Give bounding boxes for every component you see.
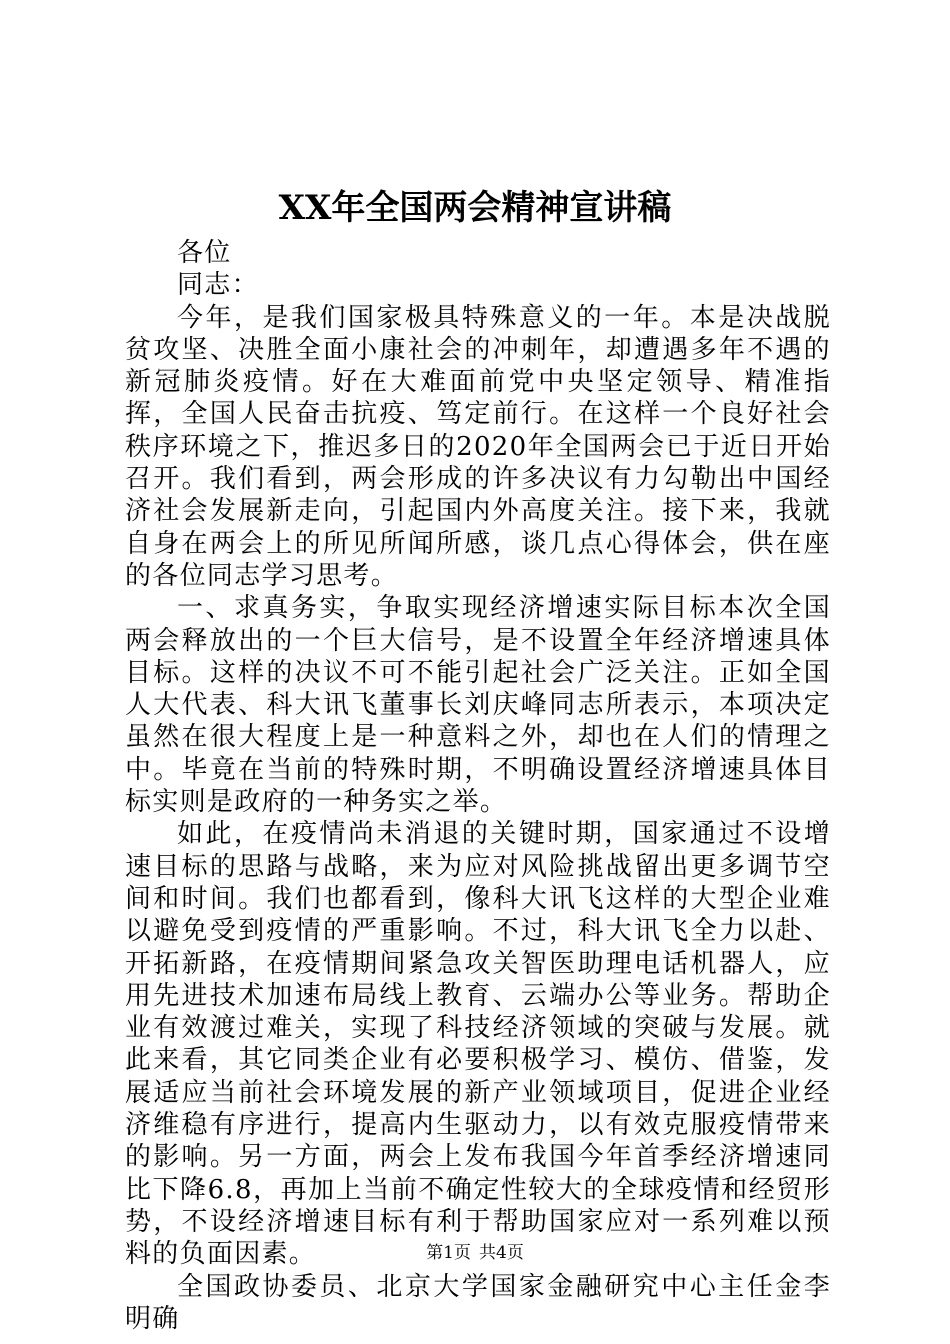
document-title: XX年全国两会精神宣讲稿 [278, 188, 672, 228]
page-footer [0, 1241, 950, 1265]
salutation-line-1: 各位 [177, 238, 232, 268]
document-body [125, 237, 831, 1335]
salutation-line-2: 同志： [177, 270, 259, 301]
paragraph-4: 全国政协委员、北京大学国家金融研究中心主任金李明确 [125, 1271, 831, 1334]
page-number: 第1页 [426, 1243, 471, 1263]
paragraph-1: 今年，是我们国家极具特殊意义的一年。本是决战脱贫攻坚、决胜全面小康社会的冲刺年，却遭遇多年不遇的新冠肺炎疫情。好在大难面前党中央坚定领导、精准指挥，全国人民奋击抗疫、笃定前行。在这样一个良好社会秩序环境之下，推迟多日的2020年全国两会已于近日开始召开。我们看到，两会形成的许多决议有力勾勒出中国经济社会发展新走向，引起国内外高度关注。接下来，我就自身在两会上的所见所闻所感，谈几点心得体会，供在座的各位同志学习思考。 [125, 302, 831, 591]
paragraph-2: 一、求真务实，争取实现经济增速实际目标本次全国两会释放出的一个巨大信号，是不设置全年经济增速具体目标。这样的决议不可不能引起社会广泛关注。正如全国人大代表、科大讯飞董事长刘庆峰同志所表示，本项决定虽然在很大程度上是一种意料之外，却也在人们的情理之中。毕竟在当前的特殊时期，不明确设置经济增速具体目标实则是政府的一种务实之举。 [125, 593, 831, 818]
paragraph-3: 如此，在疫情尚未消退的关键时期，国家通过不设增速目标的思路与战略，来为应对风险挑战留出更多调节空间和时间。我们也都看到，像科大讯飞这样的大型企业难以避免受到疫情的严重影响。不过，科大讯飞全力以赴、开拓新路，在疫情期间紧急攻关智医助理电话机器人，应用先进技术加速布局线上教育、云端办公等业务。帮助企业有效渡过难关，实现了科技经济领域的突破与发展。就此来看，其它同类企业有必要积极学习、模仿、借鉴，发展适应当前社会环境发展的新产业领域项目，促进企业经济维稳有序进行，提高内生驱动力，以有效克服疫情带来的影响。另一方面，两会上发布我国今年首季经济增速同比下降6.8，再加上当前不确定性较大的全球疫情和经贸形势，不设经济增速目标有利于帮助国家应对一系列难以预料的负面因素。 [125, 819, 831, 1270]
page-total: 共4页 [479, 1243, 524, 1263]
